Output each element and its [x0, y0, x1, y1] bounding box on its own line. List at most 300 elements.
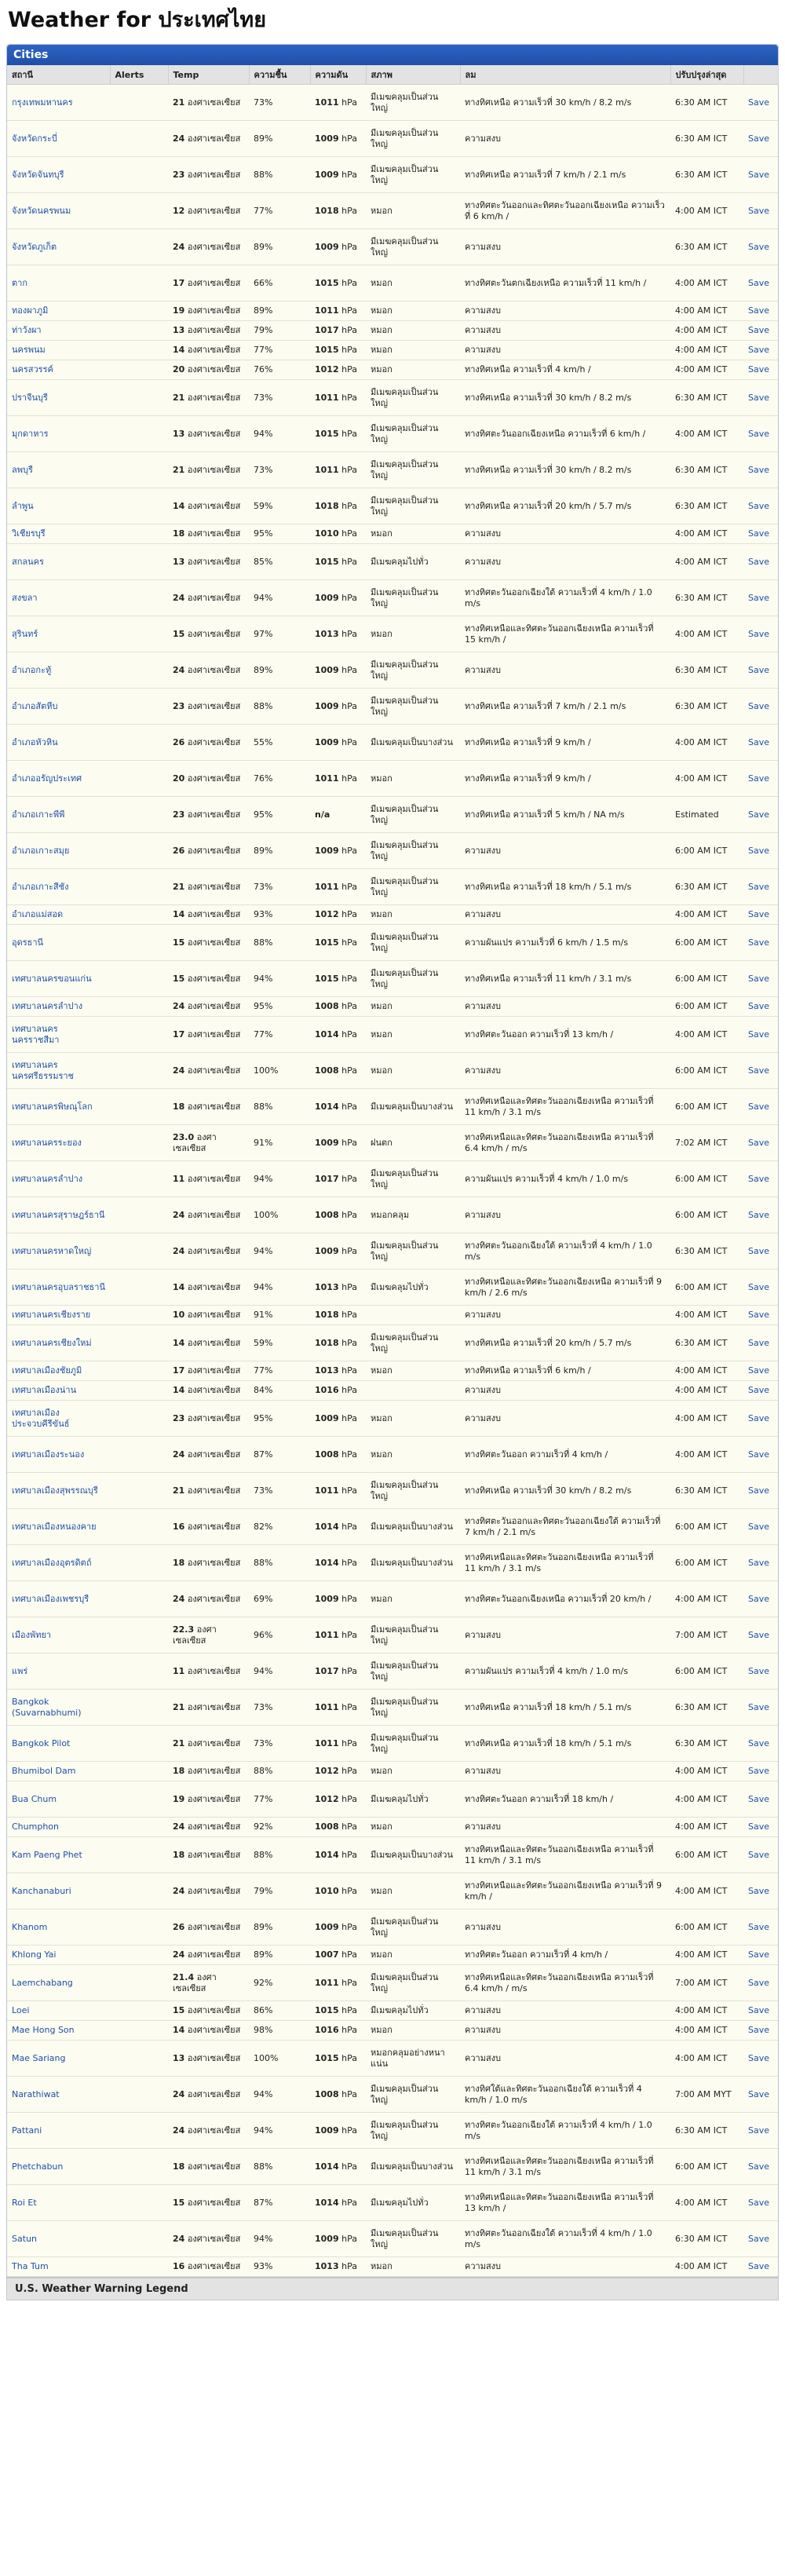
conditions-cell: หมอก — [366, 1437, 460, 1473]
station-link[interactable]: สกลนคร — [12, 556, 44, 567]
pressure-cell — [310, 321, 366, 341]
station-link[interactable]: เมืองพัทยา — [12, 1629, 52, 1640]
column-header-wind[interactable]: ลม — [460, 65, 670, 85]
station-link[interactable]: เทศบาลนครพิษณุโลก — [12, 1101, 93, 1112]
save-link[interactable]: Save — [748, 909, 770, 919]
pressure-cell — [310, 229, 366, 265]
save-link[interactable]: Save — [748, 1485, 770, 1496]
pressure-cell — [310, 1726, 366, 1762]
wind-cell: ทางทิศเหนือและทิศตะวันออกเฉียงเหนือ ความเร็วที่ 6.4 km/h / m/s — [460, 1965, 670, 2001]
save-link[interactable]: Save — [748, 1977, 770, 1988]
station-link[interactable]: อำเภอหัวหิน — [12, 736, 58, 747]
temp-value: 19 — [173, 305, 185, 316]
station-link[interactable]: เทศบาลนครขอนแก่น — [12, 973, 92, 984]
station-link[interactable]: Tha Tum — [12, 2261, 49, 2271]
pressure-unit: hPa — [341, 1977, 357, 1988]
temp-value: 18 — [173, 1101, 185, 1112]
pressure-cell — [310, 488, 366, 524]
save-link[interactable]: Save — [748, 2125, 770, 2136]
save-cell — [743, 380, 778, 416]
station-link[interactable]: อำเภอเกาะสีชัง — [12, 881, 69, 892]
station-link[interactable]: Mae Hong Son — [12, 2025, 75, 2035]
station-link[interactable]: Laemchabang — [12, 1977, 73, 1988]
station-link[interactable]: อุดรธานี — [12, 937, 44, 948]
table-row — [7, 1437, 778, 1473]
pressure-value: 1015 — [315, 973, 339, 984]
station-link[interactable]: Narathiwat — [12, 2088, 60, 2099]
conditions-cell — [366, 1381, 460, 1401]
temp-value: 24 — [173, 1065, 185, 1076]
pressure-cell — [310, 905, 366, 925]
conditions-cell: หมอก — [366, 1946, 460, 1965]
station-link[interactable]: เทศบาลเมืองประจวบคีรีขันธ์ — [12, 1407, 70, 1429]
station-link[interactable]: Kanchanaburi — [12, 1885, 71, 1896]
temp-unit: องศาเซลเซียส — [187, 1485, 241, 1496]
pressure-cell — [310, 2001, 366, 2021]
alerts-cell — [110, 1762, 168, 1781]
table-row — [7, 2001, 778, 2021]
table-row — [7, 193, 778, 229]
save-link[interactable]: Save — [748, 845, 770, 856]
pressure-cell — [310, 2041, 366, 2077]
temp-cell — [168, 797, 249, 833]
save-link[interactable]: Save — [748, 277, 770, 288]
station-link[interactable]: มุกดาหาร — [12, 428, 49, 439]
pressure-unit: hPa — [341, 1137, 357, 1148]
station-link[interactable]: เทศบาลนครลำปาง — [12, 1001, 83, 1011]
save-link[interactable]: Save — [748, 736, 770, 747]
pressure-cell — [310, 157, 366, 193]
station-link[interactable]: ลำพูน — [12, 500, 34, 511]
save-link[interactable]: Save — [748, 1849, 770, 1860]
humidity-cell: 94% — [249, 1270, 310, 1306]
station-link[interactable]: ปราจีนบุรี — [12, 392, 48, 403]
pressure-unit: hPa — [341, 205, 357, 216]
table-row — [7, 833, 778, 869]
station-link[interactable]: Kam Paeng Phet — [12, 1849, 82, 1860]
station-link[interactable]: เทศบาลนครนครศรีธรรมราช — [12, 1059, 75, 1081]
save-link[interactable]: Save — [748, 1737, 770, 1748]
station-link[interactable]: Bua Chum — [12, 1793, 57, 1804]
station-link[interactable]: เทศบาลเมืองชัยภูมิ — [12, 1365, 82, 1376]
station-cell — [7, 1270, 110, 1306]
station-link[interactable]: Bangkok Pilot — [12, 1737, 71, 1748]
temp-unit: องศาเซลเซียส — [187, 1766, 241, 1776]
save-link[interactable]: Save — [748, 1521, 770, 1532]
temp-unit: องศาเซลเซียส — [187, 2197, 241, 2208]
column-header-station[interactable]: สถานี — [7, 65, 110, 85]
save-link[interactable]: Save — [748, 2261, 770, 2271]
station-link[interactable]: เทศบาลเมืองอุตรดิตถ์ — [12, 1557, 92, 1568]
pressure-cell — [310, 997, 366, 1017]
conditions-cell: มีเมฆคลุมเป็นบางส่วน — [366, 725, 460, 761]
save-cell — [743, 1473, 778, 1509]
pressure-unit: hPa — [341, 277, 357, 288]
column-header-conditions[interactable]: สภาพ — [366, 65, 460, 85]
station-link[interactable]: กรุงเทพมหานคร — [12, 97, 73, 108]
temp-value: 24 — [173, 1449, 185, 1460]
temp-unit: องศาเซลเซียส — [187, 345, 241, 355]
station-cell — [7, 2185, 110, 2221]
table-row — [7, 360, 778, 380]
save-link[interactable]: Save — [748, 133, 770, 144]
humidity-cell: 73% — [249, 1690, 310, 1726]
station-link[interactable]: เทศบาลเมืองเพชรบุรี — [12, 1593, 89, 1604]
pressure-unit: hPa — [341, 1245, 357, 1256]
humidity-cell: 94% — [249, 580, 310, 616]
table-row — [7, 616, 778, 652]
conditions-cell: หมอก — [366, 265, 460, 301]
pressure-unit: hPa — [341, 1557, 357, 1568]
station-link[interactable]: อำเภอเกาะพีพี — [12, 809, 65, 820]
temp-cell — [168, 2257, 249, 2277]
station-link[interactable]: เทศบาลนครนครราชสีมา — [12, 1023, 60, 1045]
station-link[interactable]: เทศบาลเมืองระนอง — [12, 1449, 85, 1460]
temp-value: 24 — [173, 1593, 185, 1604]
station-link[interactable]: อำเภอแม่สอด — [12, 909, 64, 919]
station-link[interactable]: เทศบาลเมืองสุพรรณบุรี — [12, 1485, 98, 1496]
save-link[interactable]: Save — [748, 428, 770, 439]
save-link[interactable]: Save — [748, 1701, 770, 1712]
station-link[interactable]: จังหวัดนครพนม — [12, 205, 71, 216]
save-link[interactable]: Save — [748, 1137, 770, 1148]
pressure-unit: hPa — [341, 1521, 357, 1532]
table-row — [7, 341, 778, 360]
save-link[interactable]: Save — [748, 1949, 770, 1960]
temp-value: 15 — [173, 937, 185, 948]
station-link[interactable]: Mae Sariang — [12, 2052, 66, 2063]
save-cell — [743, 193, 778, 229]
station-link[interactable]: เทศบาลนครลำปาง — [12, 1173, 83, 1184]
pressure-cell — [310, 2149, 366, 2185]
pressure-value: 1011 — [315, 773, 339, 784]
conditions-cell: หมอก — [366, 1017, 460, 1053]
save-link[interactable]: Save — [748, 2233, 770, 2244]
updated-cell: 4:00 AM ICT — [670, 616, 743, 652]
table-row — [7, 1125, 778, 1161]
save-link[interactable]: Save — [748, 1665, 770, 1676]
station-link[interactable]: สุรินทร์ — [12, 628, 38, 639]
column-header-pressure[interactable]: ความดัน — [310, 65, 366, 85]
conditions-cell: มีเมฆคลุมเป็นส่วนใหญ่ — [366, 1617, 460, 1653]
station-cell — [7, 1818, 110, 1837]
table-row — [7, 1161, 778, 1197]
save-link[interactable]: Save — [748, 592, 770, 603]
save-link[interactable]: Save — [748, 1065, 770, 1076]
temp-value: 18 — [173, 1849, 185, 1860]
cities-panel — [6, 44, 779, 2278]
updated-cell: 6:00 AM ICT — [670, 833, 743, 869]
temp-value: 15 — [173, 2197, 185, 2208]
temp-value: 23 — [173, 809, 185, 820]
station-link[interactable]: เทศบาลเมืองหนองคาย — [12, 1521, 97, 1532]
humidity-cell: 93% — [249, 2257, 310, 2277]
table-row — [7, 2021, 778, 2041]
pressure-value: 1009 — [315, 592, 339, 603]
conditions-cell: หมอก — [366, 2021, 460, 2041]
save-link[interactable]: Save — [748, 773, 770, 784]
save-link[interactable]: Save — [748, 528, 770, 539]
station-link[interactable]: เทศบาลนครระยอง — [12, 1137, 82, 1148]
save-link[interactable]: Save — [748, 364, 770, 375]
updated-cell: 6:00 AM ICT — [670, 1837, 743, 1873]
station-link[interactable]: แพร่ — [12, 1665, 28, 1676]
station-link[interactable]: เทศบาลนครอุบลราชธานี — [12, 1281, 105, 1292]
save-link[interactable]: Save — [748, 1385, 770, 1395]
wind-cell: ความสงบ — [460, 121, 670, 157]
updated-cell: 6:00 AM ICT — [670, 2149, 743, 2185]
station-link[interactable]: นครสวรรค์ — [12, 364, 53, 375]
save-link[interactable]: Save — [748, 1310, 770, 1320]
save-link[interactable]: Save — [748, 464, 770, 475]
save-link[interactable]: Save — [748, 556, 770, 567]
save-link[interactable]: Save — [748, 305, 770, 316]
alerts-cell — [110, 1781, 168, 1818]
alerts-cell — [110, 1233, 168, 1270]
updated-cell: 4:00 AM ICT — [670, 1437, 743, 1473]
station-link[interactable]: Khlong Yai — [12, 1949, 57, 1960]
save-link[interactable]: Save — [748, 628, 770, 639]
save-link[interactable]: Save — [748, 1209, 770, 1220]
wind-cell: ความสงบ — [460, 2021, 670, 2041]
save-link[interactable]: Save — [748, 169, 770, 180]
station-cell — [7, 301, 110, 321]
station-link[interactable]: อำเภอสัตหีบ — [12, 700, 58, 711]
save-cell — [743, 761, 778, 797]
temp-cell — [168, 761, 249, 797]
pressure-cell — [310, 1017, 366, 1053]
station-link[interactable]: Pattani — [12, 2125, 42, 2136]
pressure-unit: hPa — [341, 556, 357, 567]
temp-cell — [168, 1197, 249, 1233]
station-link[interactable]: จังหวัดกระบี่ — [12, 133, 57, 144]
humidity-cell: 88% — [249, 157, 310, 193]
updated-cell: 6:30 AM ICT — [670, 229, 743, 265]
table-row — [7, 1762, 778, 1781]
save-link[interactable]: Save — [748, 700, 770, 711]
alerts-cell — [110, 301, 168, 321]
station-link[interactable]: เทศบาลนครหาดใหญ่ — [12, 1245, 92, 1256]
station-link[interactable]: สงขลา — [12, 592, 38, 603]
station-link[interactable]: นครพนม — [12, 345, 46, 355]
pressure-cell — [310, 580, 366, 616]
station-link[interactable]: ตาก — [12, 277, 27, 288]
station-link[interactable]: Roi Et — [12, 2197, 37, 2208]
pressure-cell — [310, 544, 366, 580]
table-row — [7, 1818, 778, 1837]
pressure-cell — [310, 2221, 366, 2257]
conditions-cell: หมอก — [366, 321, 460, 341]
station-link[interactable]: วิเชียรบุรี — [12, 528, 46, 539]
pressure-value: 1011 — [315, 1737, 339, 1748]
pressure-value: 1014 — [315, 2197, 339, 2208]
save-link[interactable]: Save — [748, 1337, 770, 1348]
station-link[interactable]: Satun — [12, 2233, 37, 2244]
temp-cell — [168, 360, 249, 380]
save-link[interactable]: Save — [748, 1001, 770, 1011]
table-row — [7, 961, 778, 997]
save-link[interactable]: Save — [748, 1365, 770, 1376]
updated-cell: 4:00 AM ICT — [670, 2001, 743, 2021]
station-cell — [7, 452, 110, 488]
station-link[interactable]: ทองผาภูมิ — [12, 305, 49, 316]
station-cell — [7, 797, 110, 833]
pressure-value: 1014 — [315, 2161, 339, 2172]
station-link[interactable]: ลพบุรี — [12, 464, 33, 475]
weather-warning-legend[interactable]: U.S. Weather Warning Legend — [6, 2278, 779, 2300]
humidity-cell: 94% — [249, 1161, 310, 1197]
station-cell — [7, 761, 110, 797]
column-header-alerts[interactable]: Alerts — [110, 65, 168, 85]
station-cell — [7, 1197, 110, 1233]
station-link[interactable]: Phetchabun — [12, 2161, 64, 2172]
save-link[interactable]: Save — [748, 1173, 770, 1184]
station-link[interactable]: อำเภอกะทู้ — [12, 664, 52, 675]
station-cell — [7, 360, 110, 380]
pressure-value: 1011 — [315, 392, 339, 403]
station-link[interactable]: เทศบาลเมืองน่าน — [12, 1385, 77, 1395]
table-row — [7, 905, 778, 925]
temp-unit: องศาเซลเซียส — [187, 628, 241, 639]
pressure-value: 1013 — [315, 628, 339, 639]
save-link[interactable]: Save — [748, 973, 770, 984]
humidity-cell: 55% — [249, 725, 310, 761]
station-link[interactable]: จังหวัดภูเก็ต — [12, 241, 57, 252]
station-link[interactable]: อำเภอเกาะสมุย — [12, 845, 70, 856]
save-link[interactable]: Save — [748, 1281, 770, 1292]
temp-cell — [168, 229, 249, 265]
save-link[interactable]: Save — [748, 2052, 770, 2063]
pressure-cell — [310, 2257, 366, 2277]
wind-cell: ความสงบ — [460, 341, 670, 360]
pressure-value: 1007 — [315, 1949, 339, 1960]
wind-cell: ทางทิศตะวันออก ความเร็วที่ 4 km/h / — [460, 1437, 670, 1473]
save-link[interactable]: Save — [748, 1412, 770, 1423]
temp-unit: องศาเซลเซียส — [187, 1557, 241, 1568]
pressure-cell — [310, 452, 366, 488]
save-link[interactable]: Save — [748, 325, 770, 335]
conditions-cell: หมอก — [366, 616, 460, 652]
conditions-cell: มีเมฆคลุมเป็นส่วนใหญ่ — [366, 869, 460, 905]
save-link[interactable]: Save — [748, 345, 770, 355]
wind-cell: ความสงบ — [460, 1818, 670, 1837]
table-row — [7, 1946, 778, 1965]
updated-cell: 4:00 AM ICT — [670, 1946, 743, 1965]
temp-cell — [168, 833, 249, 869]
save-link[interactable]: Save — [748, 1557, 770, 1568]
save-link[interactable]: Save — [748, 1449, 770, 1460]
save-link[interactable]: Save — [748, 1766, 770, 1776]
station-cell — [7, 925, 110, 961]
station-cell — [7, 1125, 110, 1161]
humidity-cell: 94% — [249, 2077, 310, 2113]
humidity-cell: 95% — [249, 1401, 310, 1437]
save-link[interactable]: Save — [748, 1101, 770, 1112]
station-link[interactable]: Bhumibol Dam — [12, 1766, 76, 1776]
station-link[interactable]: เทศบาลนครเชียงใหม่ — [12, 1337, 92, 1348]
save-cell — [743, 961, 778, 997]
save-link[interactable]: Save — [748, 2197, 770, 2208]
station-cell — [7, 1581, 110, 1617]
pressure-value: 1017 — [315, 1173, 339, 1184]
temp-cell — [168, 2021, 249, 2041]
pressure-unit: hPa — [341, 1365, 357, 1376]
station-link[interactable]: Bangkok (Suvarnabhumi) — [12, 1696, 82, 1718]
save-link[interactable]: Save — [748, 500, 770, 511]
save-link[interactable]: Save — [748, 1821, 770, 1832]
table-row — [7, 1381, 778, 1401]
save-cell — [743, 1401, 778, 1437]
pressure-cell — [310, 301, 366, 321]
save-link[interactable]: Save — [748, 97, 770, 108]
save-link[interactable]: Save — [748, 1593, 770, 1604]
save-link[interactable]: Save — [748, 1245, 770, 1256]
save-link[interactable]: Save — [748, 809, 770, 820]
station-cell — [7, 1781, 110, 1818]
conditions-cell: มีเมฆคลุมเป็นส่วนใหญ่ — [366, 652, 460, 689]
save-link[interactable]: Save — [748, 2025, 770, 2035]
temp-cell — [168, 1617, 249, 1653]
save-link[interactable]: Save — [748, 1885, 770, 1896]
column-header-updated[interactable]: ปรับปรุงล่าสุด — [670, 65, 743, 85]
station-link[interactable]: Loei — [12, 2005, 30, 2015]
updated-cell: 4:00 AM ICT — [670, 1361, 743, 1381]
temp-cell — [168, 1125, 249, 1161]
station-link[interactable]: อำเภออรัญประเทศ — [12, 773, 82, 784]
save-link[interactable]: Save — [748, 881, 770, 892]
station-cell — [7, 1401, 110, 1437]
pressure-unit: hPa — [341, 700, 357, 711]
humidity-cell: 73% — [249, 85, 310, 121]
pressure-value: n/a — [315, 809, 330, 820]
save-link[interactable]: Save — [748, 1921, 770, 1932]
alerts-cell — [110, 961, 168, 997]
alerts-cell — [110, 1909, 168, 1946]
temp-value: 13 — [173, 428, 185, 439]
save-link[interactable]: Save — [748, 2005, 770, 2015]
station-link[interactable]: Khanom — [12, 1921, 48, 1932]
pressure-unit: hPa — [341, 1793, 357, 1804]
save-link[interactable]: Save — [748, 1793, 770, 1804]
station-link[interactable]: จังหวัดจันทบุรี — [12, 169, 64, 180]
save-link[interactable]: Save — [748, 392, 770, 403]
pressure-cell — [310, 1161, 366, 1197]
save-link[interactable]: Save — [748, 664, 770, 675]
column-header-temp[interactable]: Temp — [168, 65, 249, 85]
pressure-value: 1012 — [315, 909, 339, 919]
station-link[interactable]: ท่าวังผา — [12, 325, 42, 335]
save-link[interactable]: Save — [748, 937, 770, 948]
save-link[interactable]: Save — [748, 1029, 770, 1040]
save-link[interactable]: Save — [748, 1629, 770, 1640]
save-link[interactable]: Save — [748, 2161, 770, 2172]
save-link[interactable]: Save — [748, 241, 770, 252]
station-link[interactable]: เทศบาลนครเชียงราย — [12, 1310, 91, 1320]
temp-cell — [168, 1325, 249, 1361]
save-link[interactable]: Save — [748, 2088, 770, 2099]
pressure-unit: hPa — [341, 1337, 357, 1348]
alerts-cell — [110, 2221, 168, 2257]
station-link[interactable]: Chumphon — [12, 1821, 59, 1832]
humidity-cell: 73% — [249, 452, 310, 488]
pressure-value: 1012 — [315, 364, 339, 375]
station-cell — [7, 1437, 110, 1473]
station-link[interactable]: เทศบาลนครสุราษฎร์ธานี — [12, 1209, 105, 1220]
conditions-cell: มีเมฆคลุมเป็นส่วนใหญ่ — [366, 2077, 460, 2113]
temp-value: 17 — [173, 1029, 185, 1040]
save-link[interactable]: Save — [748, 205, 770, 216]
column-header-humidity[interactable]: ความชื้น — [249, 65, 310, 85]
